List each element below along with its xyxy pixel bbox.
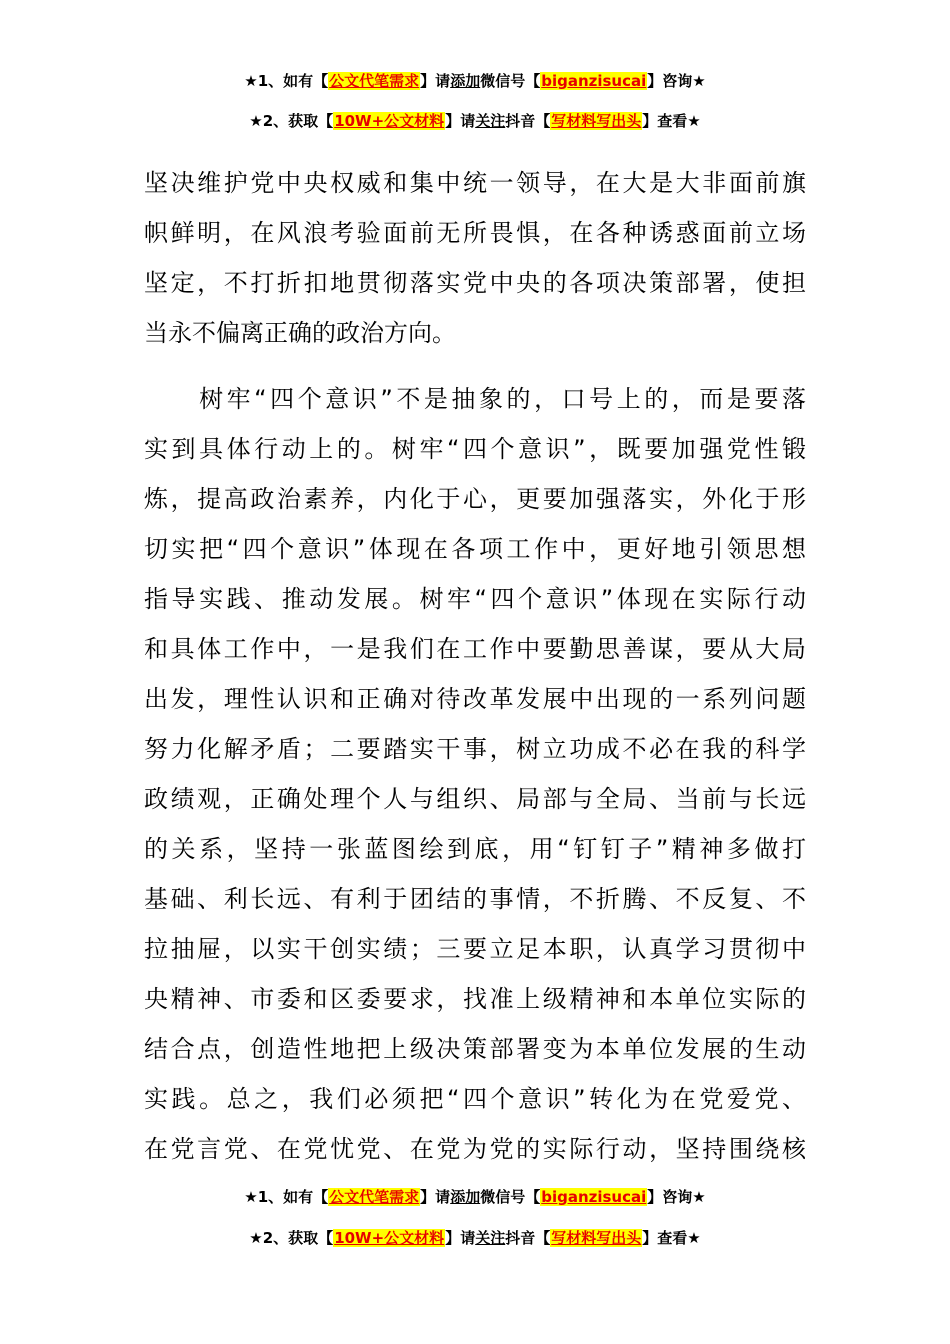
paragraph-1 [144,158,806,358]
text-line: 央精神、市委和区委要求，找准上级精神和本单位实际的 [144,985,806,1013]
text-line: 拉抽屉，以实干创实绩；三要立足本职，认真学习贯彻中 [144,935,806,963]
header-banner-line-1: ★1、如有【公文代笔需求】请添加微信号【biganzisucai】咨询★ [244,72,706,90]
text-line: 出发，理性认识和正确对待改革发展中出现的一系列问题 [144,685,806,713]
text-line: 炼，提高政治素养，内化于心，更要加强落实，外化于形 [144,485,806,513]
text-line: 树牢“四个意识”不是抽象的，口号上的，而是要落 [144,385,806,413]
header-banner-line-2: ★2、获取【10W+公文材料】请关注抖音【写材料写出头】查看★ [249,112,701,130]
highlight-wechat-id: biganzisucai [541,72,647,90]
highlight-ghostwriting: 公文代笔需求 [329,1188,420,1206]
text-line: 切实把“四个意识”体现在各项工作中，更好地引领思想 [144,535,806,563]
text-line: 结合点，创造性地把上级决策部署变为本单位发展的生动 [144,1035,806,1063]
footer-banner-line-1: ★1、如有【公文代笔需求】请添加微信号【biganzisucai】咨询★ [244,1188,706,1206]
text-line: 实到具体行动上的。树牢“四个意识”，既要加强党性锻 [144,435,806,463]
highlight-materials: 10W+公文材料 [334,1229,445,1247]
highlight-wechat-id: biganzisucai [541,1188,647,1206]
footer-banner-line-2: ★2、获取【10W+公文材料】请关注抖音【写材料写出头】查看★ [249,1229,701,1247]
text-line: 帜鲜明，在风浪考验面前无所畏惧，在各种诱惑面前立场 [144,219,806,247]
paragraph-spacer [144,358,806,374]
text-line: 指导实践、推动发展。树牢“四个意识”体现在实际行动 [144,585,806,613]
highlight-douyin: 写材料写出头 [551,112,642,130]
highlight-douyin: 写材料写出头 [551,1229,642,1247]
text-line: 坚定，不打折扣地贯彻落实党中央的各项决策部署，使担 [144,269,806,297]
paragraph-2 [144,374,806,1174]
text-line: 在党言党、在党忧党、在党为党的实际行动，坚持围绕核 [144,1135,806,1163]
text-line: 基础、利长远、有利于团结的事情，不折腾、不反复、不 [144,885,806,913]
highlight-ghostwriting: 公文代笔需求 [329,72,420,90]
text-line: 和具体工作中，一是我们在工作中要勤思善谋，要从大局 [144,635,806,663]
text-line: 政绩观，正确处理个人与组织、局部与全局、当前与长远 [144,785,806,813]
text-line: 努力化解矛盾；二要踏实干事，树立功成不必在我的科学 [144,735,806,763]
text-line: 实践。总之，我们必须把“四个意识”转化为在党爱党、 [144,1085,806,1113]
highlight-materials: 10W+公文材料 [334,112,445,130]
text-line: 当永不偏离正确的政治方向。 [144,319,456,347]
text-line: 的关系，坚持一张蓝图绘到底，用“钉钉子”精神多做打 [144,835,806,863]
document-body [144,158,806,1174]
text-line: 坚决维护党中央权威和集中统一领导，在大是大非面前旗 [144,169,806,197]
